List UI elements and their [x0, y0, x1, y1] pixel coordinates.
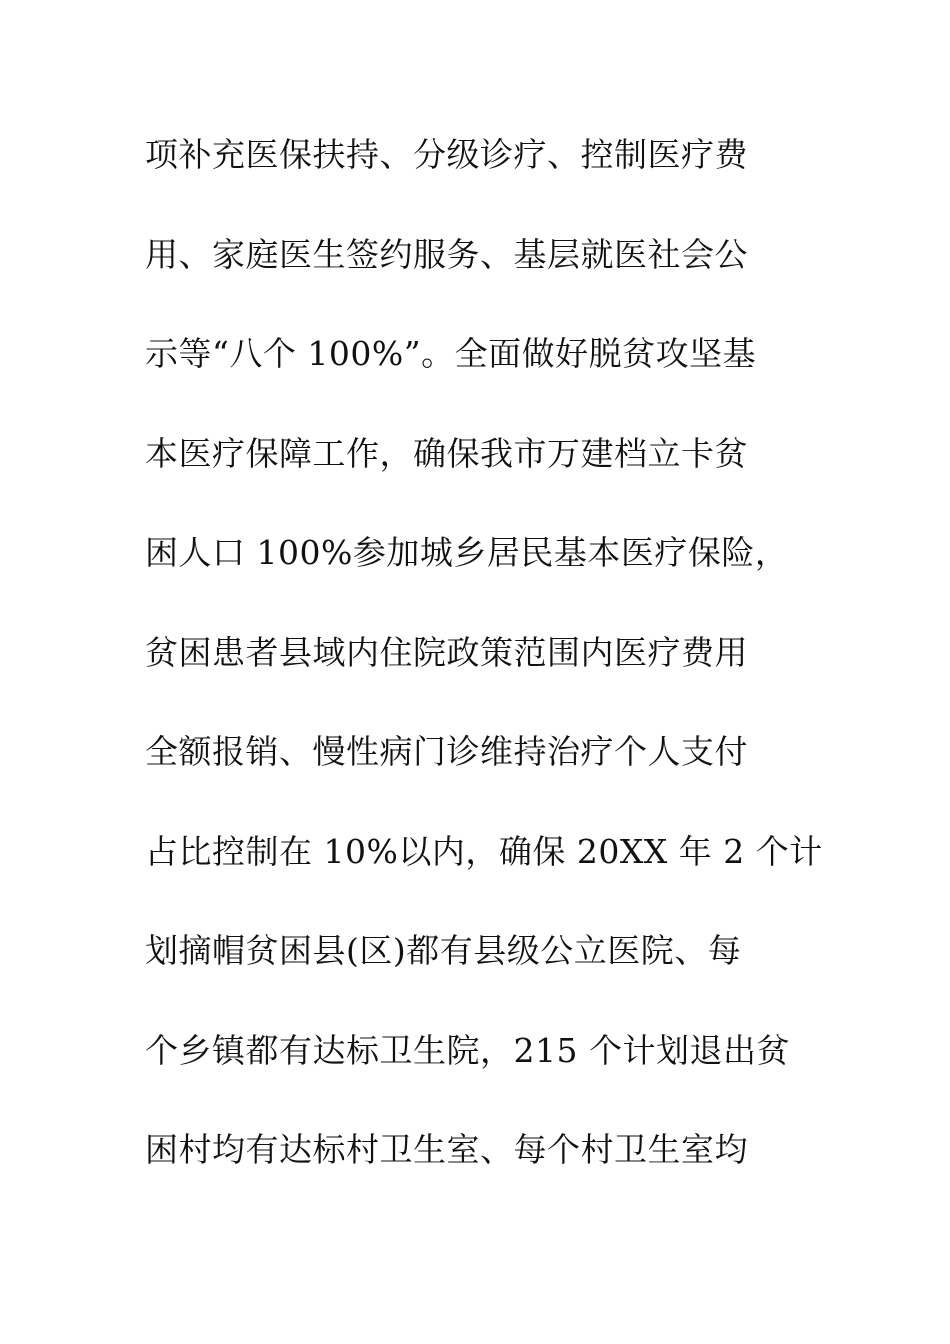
text-line: 困村均有达标村卫生室、每个村卫生室均: [145, 1130, 748, 1169]
text-line: 占比控制在 10%以内，确保 20XX 年 2 个计: [145, 831, 823, 871]
text-line: 贫困患者县域内住院政策范围内医疗费用: [145, 632, 748, 672]
text-line: 困人口 100%参加城乡居民基本医疗保险，: [145, 533, 789, 572]
text-line: 个乡镇都有达标卫生院，215 个计划退出贫: [145, 1030, 790, 1070]
body-paragraph: [145, 126, 825, 1221]
text-line: 本医疗保障工作，确保我市万建档立卡贫: [145, 433, 748, 473]
text-line: 用、家庭医生签约服务、基层就医社会公: [145, 234, 748, 274]
text-line: 全额报销、慢性病门诊维持治疗个人支付: [145, 732, 748, 771]
text-line: 划摘帽贫困县(区)都有县级公立医院、每: [145, 931, 742, 970]
text-line: 示等“八个 100%”。全面做好脱贫攻坚基: [145, 334, 757, 373]
text-line: 项补充医保扶持、分级诊疗、控制医疗费: [145, 135, 748, 174]
